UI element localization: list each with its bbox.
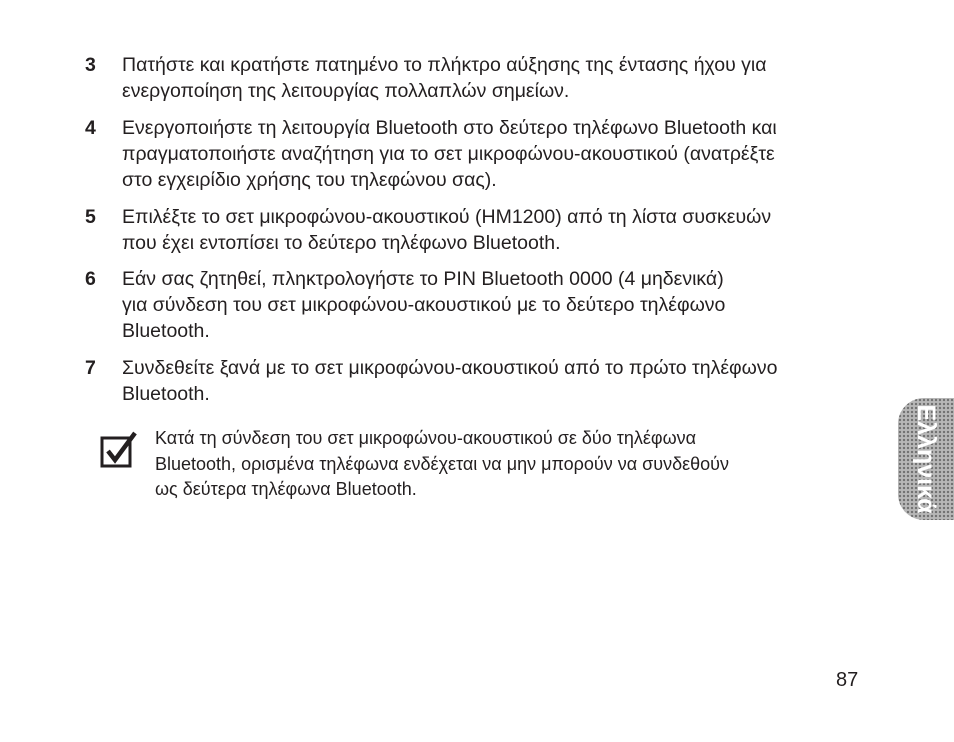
step-text: Συνδεθείτε ξανά με το σετ μικροφώνου-ακουστικού από το πρώτο τηλέφωνο Bluetooth. (122, 357, 778, 405)
step-6 (85, 266, 875, 344)
step-text: Εάν σας ζητηθεί, πληκτρολογήστε το PIN Bluetooth 0000 (4 μηδενικά) για σύνδεση του σετ μικροφώνου-ακουστικού με το δεύτερο τηλέφωνο Bluetooth. (122, 268, 726, 342)
language-tab (898, 398, 954, 520)
checkbox-check-icon (100, 431, 138, 469)
step-text: Ενεργοποιήστε τη λειτουργία Bluetooth στο δεύτερο τηλέφωνο Bluetooth και πραγματοποιήστε αναζήτηση για το σετ μικροφώνου-ακουστικού (ανατρέξτε στο εγχειρίδιο χρήσης του τηλεφώνου σας). (122, 117, 777, 191)
step-number: 4 (85, 117, 96, 139)
step-4 (85, 115, 875, 193)
step-number: 6 (85, 268, 96, 290)
step-text: Επιλέξτε το σετ μικροφώνου-ακουστικού (HM1200) από τη λίστα συσκευών που έχει εντοπίσει το δεύτερο τηλέφωνο Bluetooth. (122, 206, 772, 254)
step-5 (85, 204, 875, 256)
note-text: Κατά τη σύνδεση του σετ μικροφώνου-ακουστικού σε δύο τηλέφωνα Bluetooth, ορισμένα τηλέφωνα ενδέχεται να μην μπορούν να συνδεθούν ως δεύτερα τηλέφωνα Bluetooth. (155, 428, 730, 499)
step-7 (85, 355, 875, 407)
step-3 (85, 52, 875, 104)
step-number: 3 (85, 54, 96, 76)
step-number: 5 (85, 206, 96, 228)
step-text: Πατήστε και κρατήστε πατημένο το πλήκτρο αύξησης της έντασης ήχου για ενεργοποίηση της λειτουργίας πολλαπλών σημείων. (122, 54, 767, 102)
note (100, 426, 860, 503)
language-tab-label: Ελληνικά (912, 404, 940, 514)
step-number: 7 (85, 357, 96, 379)
page-number: 87 (836, 669, 859, 691)
